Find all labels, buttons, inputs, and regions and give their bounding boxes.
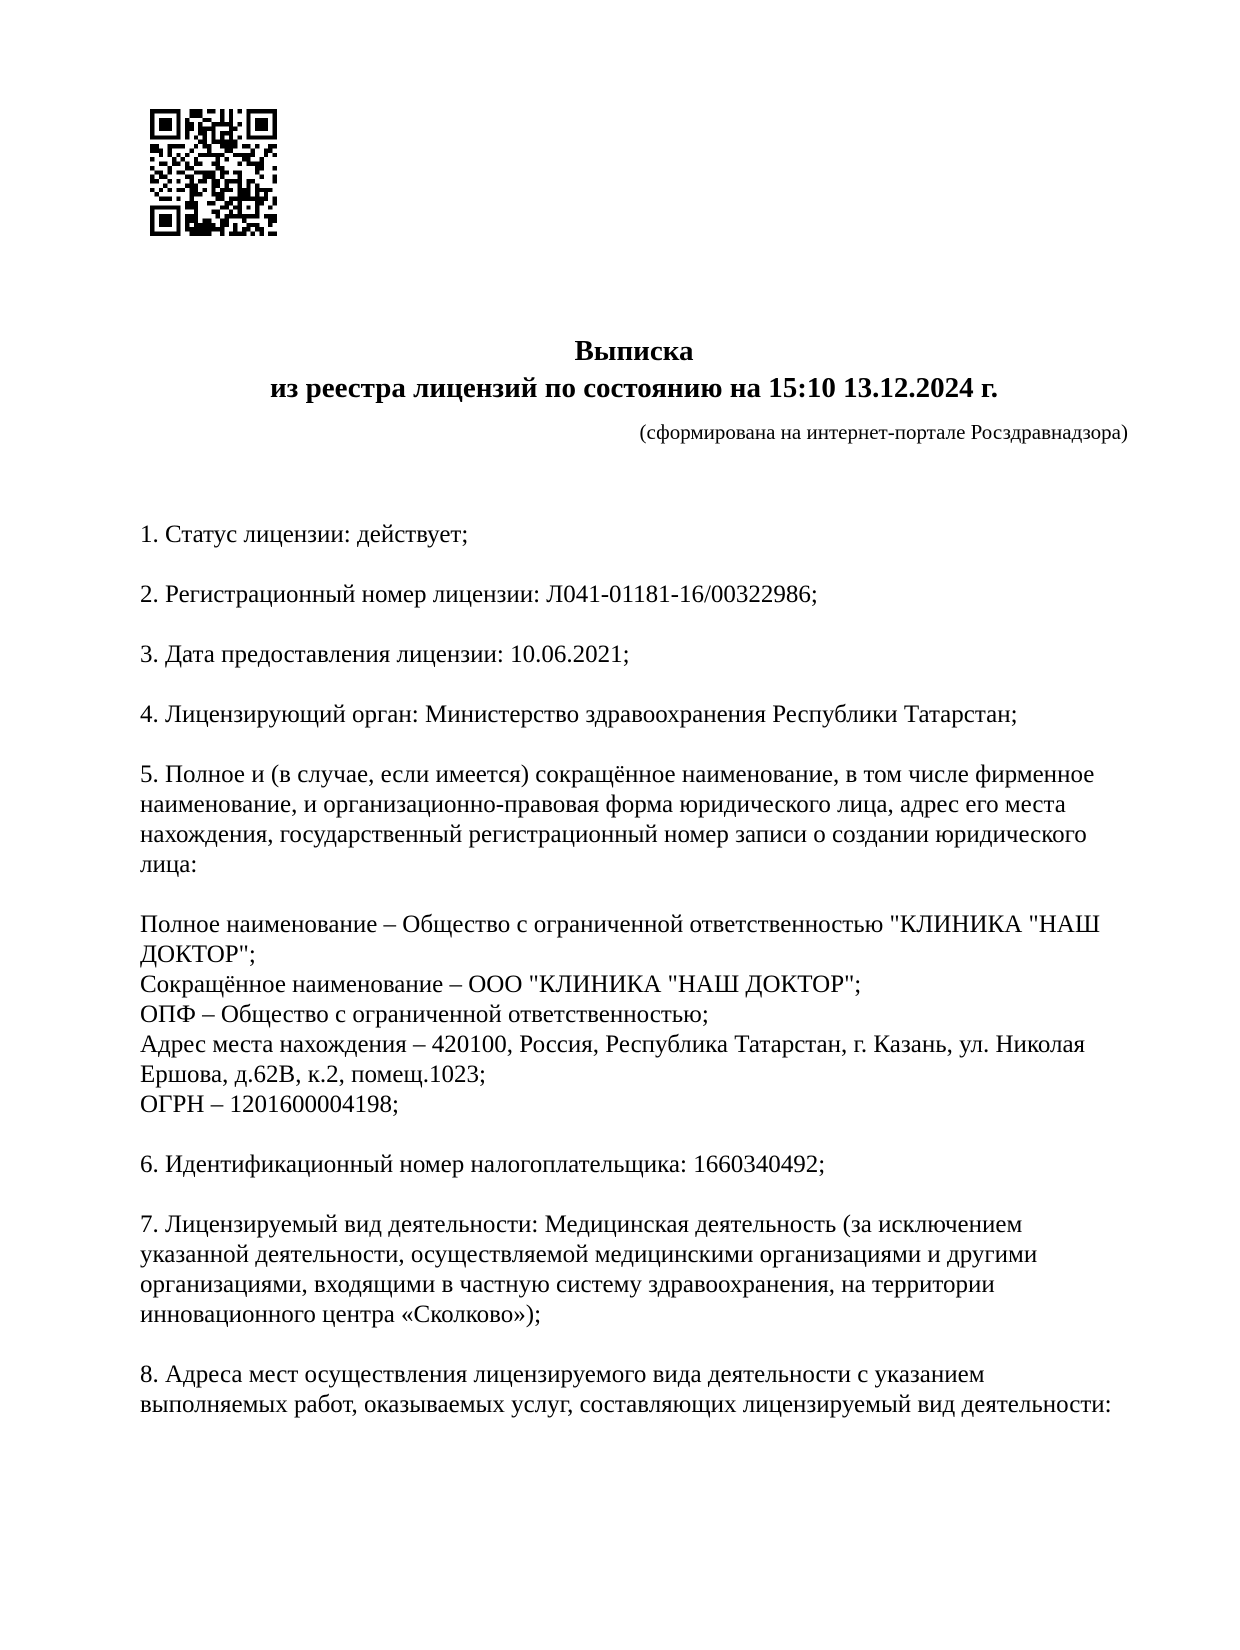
item-4-licensing-authority: 4. Лицензирующий орган: Министерство здравоохранения Республики Татарстан; (140, 701, 1018, 728)
item-5-entity-naming-intro: 5. Полное и (в случае, если имеется) сокращённое наименование, в том числе фирменное наименование, и организационно-правовая форма юридического лица, адрес его места нахождения, государственный регистрационный номер записи о создании юридического лица: (140, 761, 1095, 878)
item-3-grant-date: 3. Дата предоставления лицензии: 10.06.2021; (140, 641, 630, 668)
document-title-line2: из реестра лицензий по состоянию на 15:10 13.12.2024 г. (269, 372, 999, 404)
entity-details (140, 910, 1128, 1120)
entity-full-name: Полное наименование – Общество с ограниченной ответственностью "КЛИНИКА "НАШ ДОКТОР"; (140, 911, 1101, 968)
item-8-activity-addresses-intro: 8. Адреса мест осуществления лицензируемого вида деятельности с указанием выполняемых работ, оказываемых услуг, составляющих лицензируемый вид деятельности: (140, 1361, 1112, 1418)
item-6-taxpayer-number: 6. Идентификационный номер налогоплательщика: 1660340492; (140, 1151, 826, 1178)
item-1-license-status: 1. Статус лицензии: действует; (140, 521, 469, 548)
generation-note: (сформирована на интернет-портале Росздравнадзора) (639, 420, 1128, 444)
document-title-line1: Выписка (574, 335, 694, 367)
document-title (140, 333, 1128, 407)
entity-ogrn: ОГРН – 1201600004198; (140, 1091, 399, 1118)
entity-legal-form: ОПФ – Общество с ограниченной ответственностью; (140, 1001, 709, 1028)
document-body (140, 520, 1128, 1450)
entity-short-name: Сокращённое наименование – ООО "КЛИНИКА "НАШ ДОКТОР"; (140, 971, 862, 998)
item-7-licensed-activity: 7. Лицензируемый вид деятельности: Медицинская деятельность (за исключением указанной деятельности, осуществляемой медицинскими организациями и другими организациями, входящими в частную систему здравоохранения, на территории инновационного центра «Сколково»); (140, 1211, 1038, 1328)
qr-code-icon (150, 109, 277, 236)
item-2-registration-number: 2. Регистрационный номер лицензии: Л041-01181-16/00322986; (140, 581, 818, 608)
entity-address: Адрес места нахождения – 420100, Россия, Республика Татарстан, г. Казань, ул. Николая Ершова, д.62В, к.2, помещ.1023; (140, 1031, 1086, 1088)
